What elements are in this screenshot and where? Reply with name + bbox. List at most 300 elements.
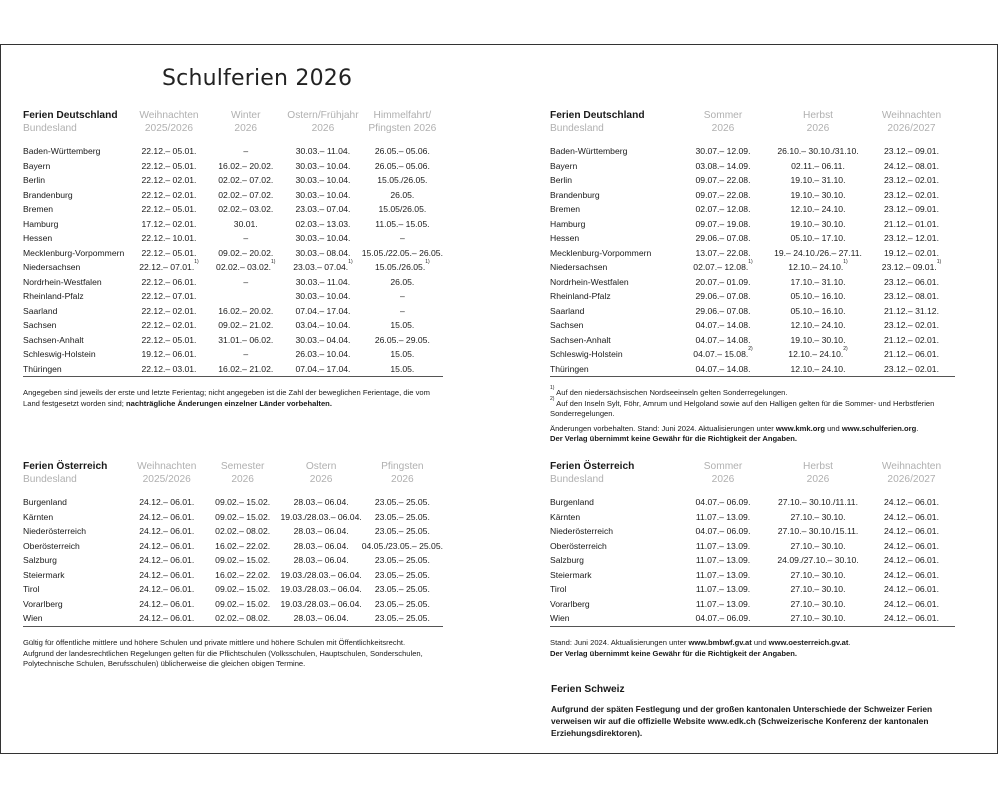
- state-name: Saarland: [23, 305, 58, 316]
- date-cell: [768, 524, 868, 539]
- date-cell: [678, 597, 768, 612]
- date-cell: [207, 333, 284, 348]
- date-value: 16.02.– 21.02.: [218, 363, 274, 374]
- date-value: 24.12.– 06.01.: [884, 555, 939, 566]
- date-value: 23.12.– 09.01.: [881, 262, 937, 273]
- date-value: 22.12.– 05.01.: [141, 146, 197, 157]
- date-cell: [281, 524, 362, 539]
- date-value: 22.12.– 05.01.: [141, 204, 197, 215]
- date-value: 12.10.– 24.10.: [788, 262, 844, 273]
- date-cell: [362, 611, 443, 626]
- date-value: 04.07.– 14.08.: [695, 320, 751, 331]
- date-cell: [362, 539, 443, 554]
- oesterreich-link[interactable]: www.oesterreich.gv.at: [768, 638, 849, 647]
- column-header: [362, 460, 443, 486]
- date-value: 24.12.– 06.01.: [884, 526, 939, 537]
- date-value: 02.07.– 12.08.: [693, 262, 749, 273]
- date-value: 28.03.– 06.04.: [293, 555, 349, 566]
- date-cell: [868, 333, 955, 348]
- table-row: [23, 495, 443, 510]
- date-value: 27.10.– 30.10.: [790, 613, 846, 624]
- date-cell: [768, 539, 868, 554]
- date-value: 22.12.– 05.01.: [141, 247, 197, 258]
- column-header-line-2: 2026/2027: [887, 123, 936, 134]
- table-row: [23, 289, 443, 304]
- date-cell: [678, 524, 768, 539]
- date-value: 17.10.– 31.10.: [790, 276, 846, 287]
- date-cell: [768, 553, 868, 568]
- date-cell: [362, 188, 443, 203]
- date-cell: [131, 144, 208, 159]
- date-cell: [362, 597, 443, 612]
- date-value: 30.03.– 10.04.: [295, 175, 351, 186]
- column-header-line-2: 2026: [231, 474, 254, 485]
- date-cell: [678, 188, 768, 203]
- date-value: 15.05./26.05.: [375, 262, 426, 273]
- date-cell: [678, 568, 768, 583]
- date-cell: [131, 173, 208, 188]
- footnote-mark: 2): [748, 346, 753, 353]
- state-name: Nordrhein-Westfalen: [23, 276, 102, 287]
- state-name: Brandenburg: [23, 189, 73, 200]
- date-cell: [362, 304, 443, 319]
- date-value: 30.03.– 10.04.: [295, 291, 351, 302]
- date-value: 23.12.– 02.01.: [884, 189, 939, 200]
- date-value: 22.12.– 02.01.: [141, 189, 197, 200]
- section-subtitle: Bundesland: [23, 123, 77, 134]
- column-header-line-1: Herbst: [802, 461, 833, 472]
- date-value: 02.02.– 08.02.: [215, 613, 271, 624]
- at-note-1: Gültig für öffentliche mittlere und höhere Schulen und private mittlere und höhere Schulen mit Öffentlichkeitsrecht.: [23, 638, 406, 647]
- date-cell: [868, 347, 955, 362]
- date-cell: [362, 318, 443, 333]
- date-cell: [678, 582, 768, 597]
- table-row: [550, 202, 955, 217]
- date-cell: [362, 217, 443, 232]
- date-cell: [284, 318, 362, 333]
- date-value: 29.06.– 07.08.: [695, 233, 751, 244]
- date-value: 23.12.– 08.01.: [884, 291, 939, 302]
- date-cell: [768, 568, 868, 583]
- date-cell: [362, 144, 443, 159]
- table-row: [550, 246, 955, 261]
- date-cell: [207, 202, 284, 217]
- state-name: Hessen: [550, 233, 580, 244]
- date-cell: [768, 217, 868, 232]
- table-row: [23, 144, 443, 159]
- de-stand-mid: und: [824, 423, 842, 433]
- date-cell: [678, 318, 768, 333]
- date-cell: [129, 495, 205, 510]
- date-value: 19.12.– 02.01.: [884, 247, 939, 258]
- table-row: [23, 539, 443, 554]
- table-row: [23, 611, 443, 626]
- date-value: 30.03.– 04.04.: [295, 334, 351, 345]
- footnote-1: Auf den niedersächsischen Nordseeinseln gelten Sonderregelungen.: [556, 388, 788, 397]
- date-cell: [678, 347, 768, 362]
- date-value: –: [399, 291, 405, 302]
- date-value: 30.03.– 08.04.: [295, 247, 351, 258]
- date-value: 04.07.– 15.08.: [693, 349, 749, 360]
- date-cell: [281, 553, 362, 568]
- column-header-line-1: Herbst: [802, 110, 833, 121]
- table-row: [23, 275, 443, 290]
- bmbwf-link[interactable]: www.bmbwf.gv.at: [688, 638, 752, 647]
- column-header: [281, 460, 362, 486]
- date-value: 24.12.– 06.01.: [884, 598, 939, 609]
- date-value: 19.– 24.10./26.– 27.11.: [774, 247, 862, 258]
- date-value: 23.12.– 09.01.: [884, 204, 939, 215]
- state-name: Sachsen-Anhalt: [23, 334, 84, 345]
- column-header-line-1: Winter: [231, 110, 261, 121]
- column-header-line-1: Pfingsten: [381, 461, 424, 472]
- table-row: [550, 173, 955, 188]
- date-value: –: [399, 233, 405, 244]
- date-cell: [205, 582, 281, 597]
- state-name: Hamburg: [23, 218, 59, 229]
- column-header: [207, 109, 284, 135]
- de-disclaimer: Der Verlag übernimmt keine Gewähr für die Richtigkeit der Angaben.: [550, 434, 797, 443]
- footnote-mark-2: 2): [550, 395, 555, 402]
- date-value: 23.12.– 06.01.: [884, 276, 939, 287]
- date-value: –: [243, 349, 249, 360]
- column-header-line-1: Himmelfahrt/: [373, 110, 432, 121]
- date-value: 21.12.– 06.01.: [884, 349, 939, 360]
- footnote-mark: 1): [194, 259, 199, 266]
- state-name: Schleswig-Holstein: [23, 349, 96, 360]
- date-value: 30.03.– 10.04.: [295, 233, 351, 244]
- date-cell: [284, 289, 362, 304]
- table-row: [550, 318, 955, 333]
- date-cell: [129, 568, 205, 583]
- date-value: 15.05.: [390, 349, 415, 360]
- date-value: 30.03.– 11.04.: [295, 146, 351, 157]
- table-row: [23, 597, 443, 612]
- date-value: 05.10.– 16.10.: [790, 305, 846, 316]
- date-value: 30.03.– 10.04.: [295, 160, 351, 171]
- date-value: 31.01.– 06.02.: [218, 334, 274, 345]
- date-cell: [868, 510, 955, 525]
- de-left-section: [23, 109, 443, 377]
- date-value: 17.12.– 02.01.: [141, 218, 197, 229]
- date-cell: [205, 553, 281, 568]
- state-name: Baden-Württemberg: [23, 146, 101, 157]
- date-value: 04.07.– 14.08.: [695, 363, 751, 374]
- state-name: Bayern: [23, 160, 51, 171]
- date-value: 23.05.– 25.05.: [374, 569, 430, 580]
- date-value: 19.10.– 31.10.: [790, 175, 846, 186]
- table-row: [23, 159, 443, 174]
- date-cell: [284, 362, 362, 377]
- de-left-note-bold: nachträgliche Änderungen einzelner Länder vorbehalten.: [126, 398, 332, 408]
- date-cell: [207, 144, 284, 159]
- date-cell: [868, 553, 955, 568]
- date-value: 07.04.– 17.04.: [295, 305, 351, 316]
- date-cell: [768, 495, 868, 510]
- date-value: 23.12.– 09.01.: [884, 146, 939, 157]
- date-cell: [768, 333, 868, 348]
- table-row: [23, 202, 443, 217]
- date-cell: [284, 333, 362, 348]
- column-header: [768, 109, 868, 135]
- at-disclaimer: Der Verlag übernimmt keine Gewähr für die Richtigkeit der Angaben.: [550, 648, 797, 658]
- column-header-line-2: 2026: [309, 474, 333, 485]
- date-cell: [131, 202, 208, 217]
- date-cell: [362, 568, 443, 583]
- table-row: [23, 231, 443, 246]
- date-value: 02.03.– 13.03.: [295, 218, 351, 229]
- date-value: 22.12.– 02.01.: [141, 305, 197, 316]
- de-right-notes: [550, 385, 970, 445]
- date-cell: [868, 289, 955, 304]
- date-value: 22.12.– 02.01.: [141, 175, 197, 186]
- date-value: –: [243, 276, 249, 287]
- date-cell: [281, 568, 362, 583]
- date-cell: [207, 275, 284, 290]
- date-cell: [131, 304, 208, 319]
- date-value: 24.12.– 06.01.: [884, 497, 939, 508]
- schweiz-text: Aufgrund der späten Festlegung und der großen kantonalen Unterschiede der Schweizer Ferien verweisen wir auf die offizielle Website www.edk.ch (Schweizerische Konferenz der kantonalen Erziehungsdirektoren).: [551, 704, 933, 738]
- table-row: [23, 510, 443, 525]
- date-cell: [678, 260, 768, 275]
- date-cell: [131, 246, 208, 261]
- date-value: 24.12.– 06.01.: [139, 555, 195, 566]
- date-cell: [768, 246, 868, 261]
- date-cell: [678, 231, 768, 246]
- state-name: Wien: [550, 611, 678, 626]
- date-cell: [678, 333, 768, 348]
- column-header: [768, 460, 868, 486]
- date-value: 24.12.– 06.01.: [884, 569, 939, 580]
- date-value: 29.06.– 07.08.: [695, 305, 751, 316]
- date-cell: [284, 202, 362, 217]
- date-cell: [362, 510, 443, 525]
- date-cell: [284, 144, 362, 159]
- state-name: Nordrhein-Westfalen: [550, 276, 629, 287]
- schweiz-title: Ferien Schweiz: [551, 684, 625, 695]
- date-cell: [678, 275, 768, 290]
- date-cell: [362, 495, 443, 510]
- date-cell: [131, 333, 208, 348]
- table-row: [550, 289, 955, 304]
- date-cell: [207, 188, 284, 203]
- date-cell: [362, 246, 443, 261]
- column-header: [868, 460, 955, 486]
- date-cell: [768, 202, 868, 217]
- de-left-note-text: Angegeben sind jeweils der erste und letzte Ferientag; nicht angegeben ist die Zahl der beweglichen Ferientage, die vom Land festgesetzt worden sind;: [23, 388, 430, 408]
- at-left-section: [23, 460, 443, 627]
- date-value: 24.12.– 06.01.: [884, 584, 939, 595]
- date-cell: [678, 159, 768, 174]
- date-value: 30.03.– 11.04.: [295, 276, 351, 287]
- date-cell: [362, 553, 443, 568]
- date-value: 02.11.– 06.11.: [791, 160, 845, 171]
- date-cell: [868, 260, 955, 275]
- state-name: Oberösterreich: [550, 540, 607, 551]
- footnote-mark: 1): [748, 259, 753, 266]
- date-cell: [207, 159, 284, 174]
- date-cell: [131, 159, 208, 174]
- state-name: Oberösterreich: [23, 540, 80, 551]
- date-cell: [868, 318, 955, 333]
- column-header-bundesland: [550, 109, 678, 135]
- column-header-line-1: Weihnachten: [139, 110, 199, 121]
- date-value: 30.07.– 12.09.: [695, 146, 751, 157]
- date-value: 19.03./28.03.– 06.04.: [280, 511, 362, 522]
- date-cell: [678, 553, 768, 568]
- state-name: Salzburg: [23, 555, 57, 566]
- date-value: 23.12.– 02.01.: [884, 175, 939, 186]
- date-value: 24.12.– 06.01.: [139, 511, 195, 522]
- date-cell: [284, 188, 362, 203]
- date-value: 27.10.– 30.10.: [790, 511, 846, 522]
- table-row: [23, 582, 443, 597]
- date-cell: [868, 597, 955, 612]
- date-value: 28.03.– 06.04.: [293, 526, 349, 537]
- table-row: [23, 553, 443, 568]
- column-header-line-2: 2026/2027: [887, 474, 936, 485]
- kmk-link[interactable]: www.kmk.org: [775, 423, 825, 433]
- table-row: [550, 144, 955, 159]
- section-subtitle: Bundesland: [550, 474, 604, 485]
- date-value: 04.07.– 06.09.: [695, 613, 751, 624]
- date-value: –: [243, 146, 249, 157]
- date-cell: [768, 188, 868, 203]
- column-header-line-2: 2026: [806, 123, 830, 134]
- date-value: 26.03.– 10.04.: [295, 349, 351, 360]
- date-value: 15.05./22.05.– 26.05.: [361, 247, 443, 258]
- date-value: 23.03.– 07.04.: [293, 262, 349, 273]
- date-cell: [678, 246, 768, 261]
- table-row: [23, 188, 443, 203]
- state-name: Kärnten: [550, 511, 581, 522]
- table-row: [550, 553, 955, 568]
- at-stand-prefix: Stand: Juni 2024. Aktualisierungen unter: [550, 638, 689, 647]
- date-value: 27.10.– 30.10.: [790, 569, 846, 580]
- state-name: Sachsen: [550, 320, 584, 331]
- date-cell: [129, 611, 205, 626]
- column-header-line-2: 2026: [711, 123, 735, 134]
- date-cell: [281, 597, 362, 612]
- date-value: 22.12.– 06.01.: [141, 276, 197, 287]
- date-cell: [362, 231, 443, 246]
- section-title: Ferien Österreich: [550, 461, 635, 472]
- date-value: 26.05.– 05.06.: [374, 146, 430, 157]
- schulferien-link[interactable]: www.schulferien.org: [841, 423, 917, 433]
- column-header-line-2: Pfingsten 2026: [368, 123, 437, 134]
- date-cell: [284, 231, 362, 246]
- state-name: Mecklenburg-Vorpommern: [23, 247, 125, 258]
- state-name: Saarland: [550, 305, 585, 316]
- date-value: 07.04.– 17.04.: [295, 363, 351, 374]
- date-cell: [281, 582, 362, 597]
- date-value: 26.05.– 29.05.: [374, 334, 430, 345]
- state-name: Niedersachsen: [23, 262, 81, 273]
- date-value: 04.05./23.05.– 25.05.: [361, 540, 443, 551]
- date-cell: [768, 289, 868, 304]
- date-value: 24.12.– 06.01.: [884, 613, 939, 624]
- date-cell: [284, 260, 362, 275]
- date-value: 24.12.– 06.01.: [139, 497, 195, 508]
- section-title: Ferien Deutschland: [23, 110, 118, 121]
- date-value: 27.10.– 30.10.: [790, 584, 846, 595]
- date-cell: [362, 333, 443, 348]
- column-header-line-1: Weihnachten: [881, 110, 942, 121]
- date-value: 23.05.– 25.05.: [374, 584, 430, 595]
- date-value: 27.10.– 30.10./15.11.: [777, 526, 859, 537]
- state-name: Vorarlberg: [550, 598, 590, 609]
- column-header-line-1: Weihnachten: [137, 461, 197, 472]
- date-value: 19.10.– 30.10.: [790, 218, 846, 229]
- date-cell: [129, 524, 205, 539]
- column-header-line-2: 2026: [311, 123, 335, 134]
- column-header-line-2: 2026: [234, 123, 258, 134]
- date-cell: [207, 347, 284, 362]
- date-value: 19.10.– 30.10.: [790, 189, 846, 200]
- date-cell: [284, 246, 362, 261]
- date-value: 11.07.– 13.09.: [695, 540, 751, 551]
- de-right-section: [550, 109, 955, 377]
- date-value: 24.12.– 06.01.: [139, 569, 195, 580]
- table-row: [550, 362, 955, 377]
- table-row: [23, 568, 443, 583]
- date-value: 26.05.– 05.06.: [374, 160, 430, 171]
- at-stand-mid: und: [751, 638, 769, 647]
- state-name: Mecklenburg-Vorpommern: [550, 247, 652, 258]
- date-cell: [768, 304, 868, 319]
- date-value: 02.02.– 07.02.: [218, 175, 274, 186]
- at-stand-end: .: [848, 638, 851, 647]
- date-cell: [868, 524, 955, 539]
- date-cell: [284, 275, 362, 290]
- date-value: 27.10.– 30.10.: [790, 598, 846, 609]
- de-stand-prefix: Änderungen vorbehalten. Stand: Juni 2024. Aktualisierungen unter: [550, 423, 776, 433]
- column-header-line-2: 2025/2026: [142, 474, 191, 485]
- date-cell: [131, 275, 208, 290]
- date-value: 26.05.: [390, 276, 415, 287]
- date-value: 05.10.– 16.10.: [790, 291, 846, 302]
- date-value: 24.12.– 08.01.: [884, 160, 939, 171]
- date-cell: [678, 362, 768, 377]
- date-cell: [868, 202, 955, 217]
- date-value: 16.02.– 20.02.: [218, 305, 274, 316]
- date-cell: [868, 173, 955, 188]
- date-cell: [362, 173, 443, 188]
- date-cell: [207, 362, 284, 377]
- date-cell: [868, 582, 955, 597]
- section-subtitle: Bundesland: [550, 123, 604, 134]
- at-right-notes: [550, 638, 970, 659]
- column-header: [129, 460, 205, 486]
- date-cell: [768, 597, 868, 612]
- date-cell: [131, 217, 208, 232]
- date-value: 23.12.– 02.01.: [884, 363, 939, 374]
- date-cell: [678, 173, 768, 188]
- date-value: 16.02.– 22.02.: [215, 540, 271, 551]
- table-row: [550, 159, 955, 174]
- de-stand-end: .: [916, 423, 919, 433]
- column-header-line-2: 2026: [806, 474, 830, 485]
- date-cell: [768, 318, 868, 333]
- date-cell: [868, 246, 955, 261]
- column-header: [205, 460, 281, 486]
- table-row: [550, 347, 955, 362]
- column-header-line-1: Ostern: [305, 461, 337, 472]
- date-value: 09.02.– 15.02.: [215, 584, 271, 595]
- de-right-table: [550, 109, 955, 377]
- state-name: Kärnten: [23, 511, 54, 522]
- date-cell: [362, 275, 443, 290]
